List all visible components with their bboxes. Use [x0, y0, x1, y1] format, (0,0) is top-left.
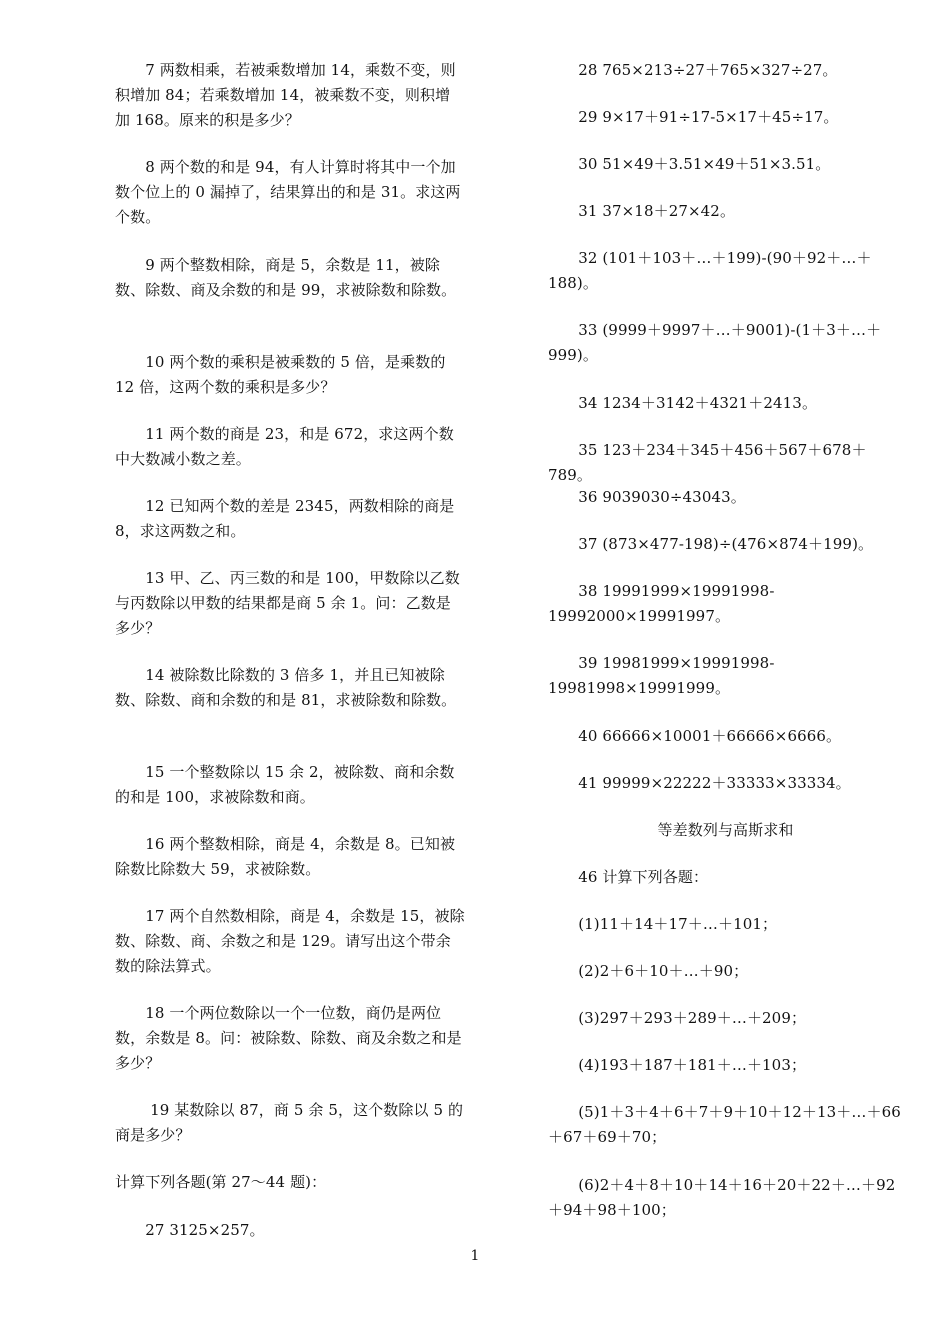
subproblem-1: (1)11＋14＋17＋…＋101；: [548, 915, 778, 933]
problem-17: 17 两个自然数相除，商是 4，余数是 15，被除数、除数、商、余数之和是 129。请写出这个带余数的除法算式。: [115, 907, 465, 975]
problem-36: 36 9039030÷43043。: [548, 488, 746, 506]
problem-39: 39 19981999×19991998-19981998×19991999。: [548, 654, 775, 697]
problem-9: 9 两个整数相除，商是 5，余数是 11，被除数、除数、商及余数的和是 99，求被除数和除数。: [115, 256, 457, 299]
problem-28: 28 765×213÷27＋765×327÷27。: [548, 61, 838, 79]
problem-46: 46 计算下列各题：: [548, 868, 709, 886]
problem-18: 18 一个两位数除以一个一位数，商仍是两位数，余数是 8。问：被除数、除数、商及余数之和是多少？: [115, 1004, 462, 1072]
problem-16: 16 两个整数相除，商是 4，余数是 8。已知被除数比除数大 59，求被除数。: [115, 835, 456, 878]
problem-37: 37 (873×477-198)÷(476×874＋199)。: [548, 535, 874, 553]
problem-32: 32 (101＋103＋…＋199)-(90＋92＋…＋188)。: [548, 249, 872, 292]
problem-38: 38 19991999×19991998-19992000×19991997。: [548, 582, 775, 625]
problem-13: 13 甲、乙、丙三数的和是 100，甲数除以乙数与丙数除以甲数的结果都是商 5 余 1。问：乙数是多少？: [115, 569, 460, 637]
problem-31: 31 37×18＋27×42。: [548, 202, 736, 220]
subproblem-6: (6)2＋4＋8＋10＋14＋16＋20＋22＋…＋92＋94＋98＋100；: [548, 1176, 896, 1219]
problem-29: 29 9×17＋91÷17-5×17＋45÷17。: [548, 108, 839, 126]
problem-33: 33 (9999＋9997＋…＋9001)-(1＋3＋…＋999)。: [548, 321, 882, 364]
problem-19: 19 某数除以 87，商 5 余 5，这个数除以 5 的商是多少？: [115, 1101, 464, 1144]
subproblem-5: (5)1＋3＋4＋6＋7＋9＋10＋12＋13＋…＋66＋67＋69＋70；: [548, 1103, 901, 1146]
problem-27: 27 3125×257。: [115, 1221, 265, 1239]
problem-10: 10 两个数的乘积是被乘数的 5 倍，是乘数的 12 倍，这两个数的乘积是多少？: [115, 353, 451, 396]
problem-12: 12 已知两个数的差是 2345，两数相除的商是 8，求这两数之和。: [115, 497, 460, 540]
subproblem-2: (2)2＋6＋10＋…＋90；: [548, 962, 749, 980]
section-heading: 等差数列与高斯求和: [657, 821, 794, 839]
problem-40: 40 66666×10001＋66666×6666。: [548, 727, 842, 745]
problem-35: 35 123＋234＋345＋456＋567＋678＋789。: [548, 441, 867, 484]
problem-41: 41 99999×22222＋33333×33334。: [548, 774, 851, 792]
problem-7: 7 两数相乘，若被乘数增加 14，乘数不变，则积增加 84；若乘数增加 14，被乘数不变，则积增加 168。原来的积是多少？: [115, 61, 456, 129]
calc-heading: 计算下列各题(第 27～44 题)：: [115, 1173, 327, 1191]
problem-11: 11 两个数的商是 23，和是 672，求这两个数中大数减小数之差。: [115, 425, 454, 468]
problem-30: 30 51×49＋3.51×49＋51×3.51。: [548, 155, 831, 173]
page-number: 1: [470, 1248, 480, 1264]
problem-15: 15 一个整数除以 15 余 2，被除数、商和余数的和是 100，求被除数和商。: [115, 763, 455, 806]
subproblem-3: (3)297＋293＋289＋…＋209；: [548, 1009, 807, 1027]
problem-8: 8 两个数的和是 94，有人计算时将其中一个加数个位上的 0 漏掉了，结果算出的和是 31。求这两个数。: [115, 158, 461, 226]
problem-14: 14 被除数比除数的 3 倍多 1，并且已知被除数、除数、商和余数的和是 81，求被除数和除数。: [115, 666, 457, 709]
subproblem-4: (4)193＋187＋181＋…＋103；: [548, 1056, 807, 1074]
problem-34: 34 1234＋3142＋4321＋2413。: [548, 394, 818, 412]
